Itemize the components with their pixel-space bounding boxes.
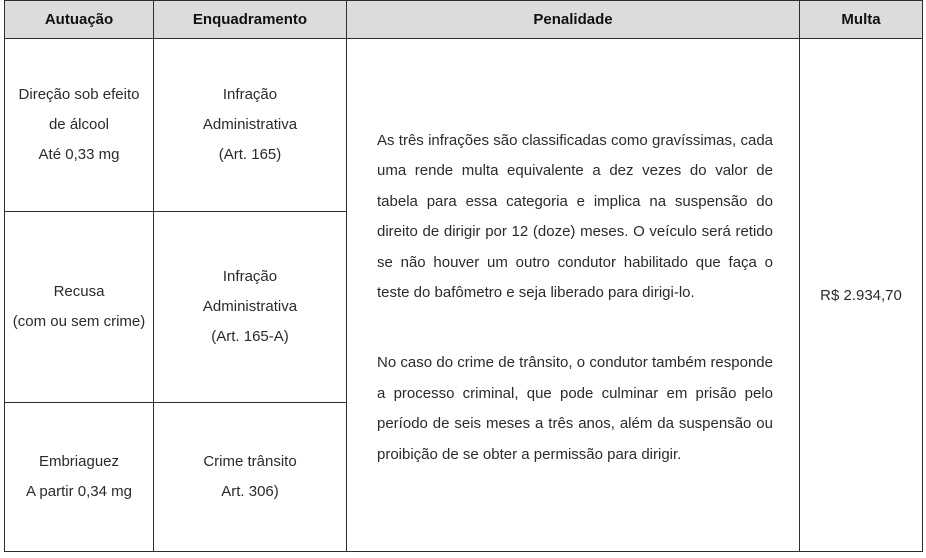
penalty-table: [4, 0, 923, 552]
autuacao-line: Até 0,33 mg: [38, 146, 120, 163]
enquadramento-line: Crime trânsito: [203, 453, 297, 470]
enquadramento-line: (Art. 165): [218, 146, 282, 163]
enquadramento-cell: [154, 39, 347, 212]
autuacao-cell: [5, 403, 154, 552]
penalidade-cell: [347, 39, 800, 552]
header-penalidade: Penalidade: [347, 1, 800, 39]
autuacao-cell: [5, 212, 154, 403]
header-row: [5, 1, 923, 39]
enquadramento-cell: [154, 212, 347, 403]
autuacao-line: Embriaguez: [38, 453, 120, 470]
enquadramento-line: Administrativa: [202, 116, 298, 133]
enquadramento-line: Administrativa: [202, 298, 298, 315]
table-row: [5, 39, 923, 212]
enquadramento-line: Infração: [222, 268, 278, 285]
autuacao-line: (com ou sem crime): [12, 313, 146, 330]
multa-cell: R$ 2.934,70: [800, 39, 923, 552]
autuacao-line: Direção sob efeito: [18, 86, 140, 103]
penalidade-paragraph: As três infrações são classificadas como gravíssimas, cada uma rende multa equivalente a dez vezes do valor de tabela para essa categoria e implica na suspensão do direito de dirigir por 12 (doze) meses. O veículo será retido se não houver um outro condutor habilitado que faça o teste do bafômetro e seja liberado para dirigi-lo.: [377, 131, 773, 301]
autuacao-line: de álcool: [48, 116, 110, 133]
enquadramento-line: (Art. 165-A): [211, 328, 289, 345]
penalidade-paragraph: No caso do crime de trânsito, o condutor também responde a processo criminal, que pode culminar em prisão pelo período de seis meses a três anos, além da suspensão ou proibição de se obter a permissão para dirigir.: [377, 354, 773, 463]
autuacao-line: A partir 0,34 mg: [26, 483, 132, 500]
header-multa: Multa: [800, 1, 923, 39]
enquadramento-cell: [154, 403, 347, 552]
header-autuacao: Autuação: [5, 1, 154, 39]
enquadramento-line: Infração: [222, 86, 278, 103]
autuacao-cell: [5, 39, 154, 212]
header-enquadramento: Enquadramento: [154, 1, 347, 39]
autuacao-line: Recusa: [53, 283, 105, 300]
enquadramento-line: Art. 306): [221, 483, 279, 500]
